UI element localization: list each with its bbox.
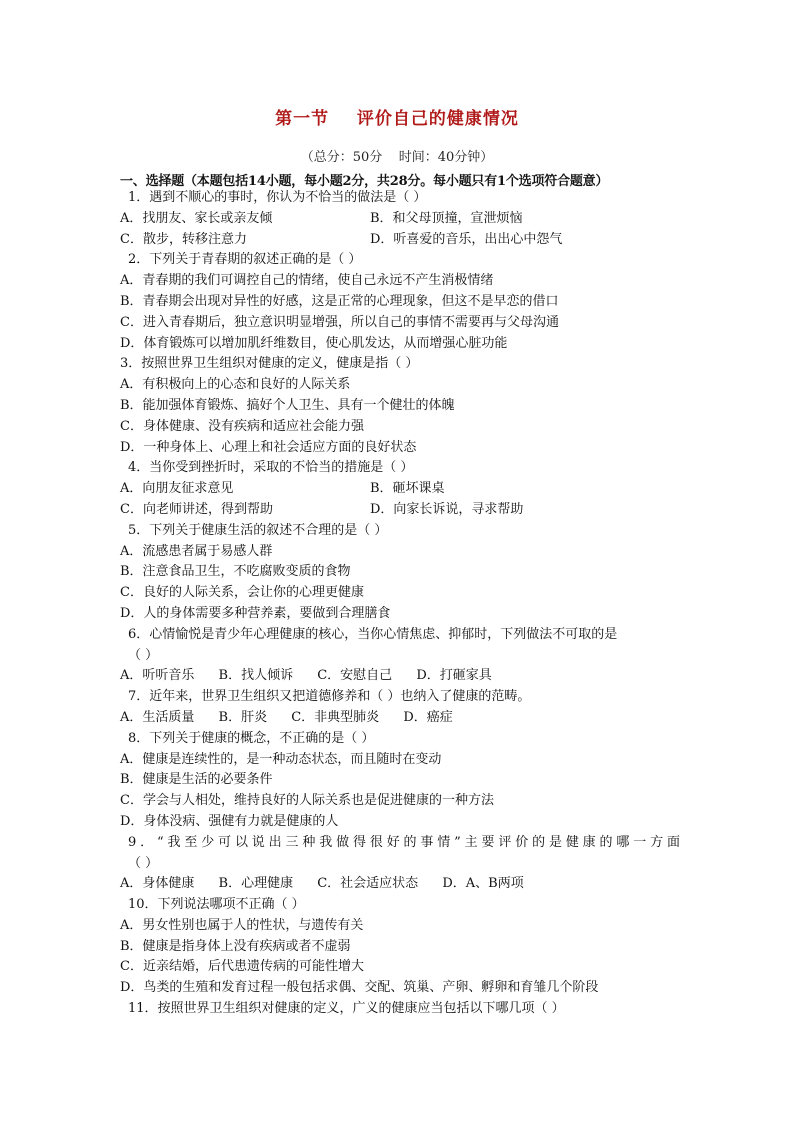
question-10-option-a: A．男女性别也属于人的性状，与遗传有关 [120,917,364,933]
question-9-option-d: D．A、B两项 [442,876,524,892]
question-6-option-c: C．安慰自己 [317,668,393,684]
question-8-option-c: C．学会与人相处，维持良好的人际关系也是促进健康的一种方法 [120,793,494,809]
question-6-stem: 6．心情愉悦是青少年心理健康的核心，当你心情焦虑、抑郁时，下列做法不可取的是 [128,626,618,642]
question-2-option-d: D．体育锻炼可以增加肌纤维数目，使心肌发达，从而增强心脏功能 [120,335,508,351]
page-title: 第一节 评价自己的健康情况 [275,109,519,129]
question-4-stem: 4．当你受到挫折时，采取的不恰当的措施是（ ） [128,460,414,476]
question-9-options [120,874,680,895]
question-3-option-a: A．有积极向上的心态和良好的人际关系 [120,377,351,393]
question-5-option-d: D．人的身体需要多种营养素，要做到合理膳食 [120,605,391,621]
question-6-option-b: B．找人倾诉 [218,668,294,684]
question-6-option-a: A．听听音乐 [120,668,195,684]
question-5-option-c: C．良好的人际关系，会让你的心理更健康 [120,585,364,601]
question-7-option-a: A．生活质量 [120,709,195,725]
question-11-stem: 11．按照世界卫生组织对健康的定义，广义的健康应当包括以下哪几项（ ） [128,1001,565,1017]
question-6-answer-blank: （ ） [128,647,159,663]
question-7-option-b: B．肝炎 [218,709,268,725]
question-2-option-b: B．青春期会出现对异性的好感，这是正常的心理现象，但这不是早恋的借口 [120,293,559,309]
question-2-option-c: C．进入青春期后，独立意识明显增强，所以自己的事情不需要再与父母沟通 [120,314,559,330]
question-1-option-a: A．找朋友、家长或亲友倾 [120,210,273,226]
question-2-stem: 2．下列关于青春期的叙述正确的是（ ） [128,252,362,268]
question-3-option-d: D．一种身体上、心理上和社会适应方面的良好状态 [120,439,417,455]
question-10-option-d: D．鸟类的生殖和发育过程一般包括求偶、交配、筑巢、产卵、孵卵和育雏几个阶段 [120,980,599,996]
question-1-options-row1 [120,209,680,230]
question-4-options-row2 [120,500,680,521]
question-7-stem: 7．近年来，世界卫生组织又把道德修养和（ ）也纳入了健康的范畴。 [128,689,531,705]
question-7-option-d: D．癌症 [403,709,453,725]
question-2-option-a: A．青春期的我们可调控自己的情绪，使自己永远不产生消极情绪 [120,273,494,289]
question-9-answer-blank: （ ） [128,855,159,871]
question-3-stem: 3．按照世界卫生组织对健康的定义，健康是指（ ） [120,356,419,372]
section-heading: 一、选择题（本题包括14小题，每小题2分，共28分。每小题只有1个选项符合题意） [120,174,609,189]
question-3-option-b: B．能加强体育锻炼、搞好个人卫生、具有一个健壮的体魄 [120,397,455,413]
question-4-option-c: C．向老师讲述，得到帮助 [120,501,273,517]
question-8-stem: 8．下列关于健康的概念，不正确的是（ ） [128,730,375,746]
question-10-option-c: C．近亲结婚，后代患遗传病的可能性增大 [120,959,364,975]
question-6-options [120,666,680,687]
question-8-option-a: A．健康是连续性的，是一种动态状态，而且随时在变动 [120,751,442,767]
question-9-option-c: C．社会适应状态 [317,876,419,892]
question-10-stem: 10．下列说法哪项不正确（ ） [128,897,305,913]
question-3-option-c: C．身体健康、没有疾病和适应社会能力强 [120,418,364,434]
question-5-stem: 5．下列关于健康生活的叙述不合理的是（ ） [128,522,388,538]
question-1-options-row2 [120,230,680,251]
question-1-option-d: D．听喜爱的音乐，出出心中怨气 [370,231,563,247]
question-1-stem: 1．遇到不顺心的事时，你认为不恰当的做法是（ ） [128,190,427,205]
question-9-option-a: A．身体健康 [120,876,195,892]
question-4-option-d: D．向家长诉说，寻求帮助 [370,501,524,517]
question-7-option-c: C．非典型肺炎 [291,709,380,725]
question-4-option-b: B．砸坏课桌 [370,481,445,497]
question-1-option-b: B．和父母顶撞，宣泄烦恼 [370,210,523,226]
question-10-option-b: B．健康是指身体上没有疾病或者不虚弱 [120,938,351,954]
question-4-options-row1 [120,479,680,500]
question-9-option-b: B．心理健康 [218,876,294,892]
question-4-option-a: A．向朋友征求意见 [120,481,234,497]
question-1-option-c: C．散步，转移注意力 [120,231,247,247]
question-9-stem: 9．“我至少可以说出三种我做得很好的事情”主要评价的是健康的哪一方面 [128,834,680,850]
exam-info: （总分：50分 时间：40分钟） [300,150,494,165]
question-8-option-d: D．身体没病、强健有力就是健康的人 [120,813,339,829]
question-5-option-b: B．注意食品卫生，不吃腐败变质的食物 [120,564,351,580]
question-5-option-a: A．流感患者属于易感人群 [120,543,273,559]
question-8-option-b: B．健康是生活的必要条件 [120,772,273,788]
question-7-options [120,708,680,729]
question-list [120,188,680,1020]
question-6-option-d: D．打砸家具 [416,668,492,684]
